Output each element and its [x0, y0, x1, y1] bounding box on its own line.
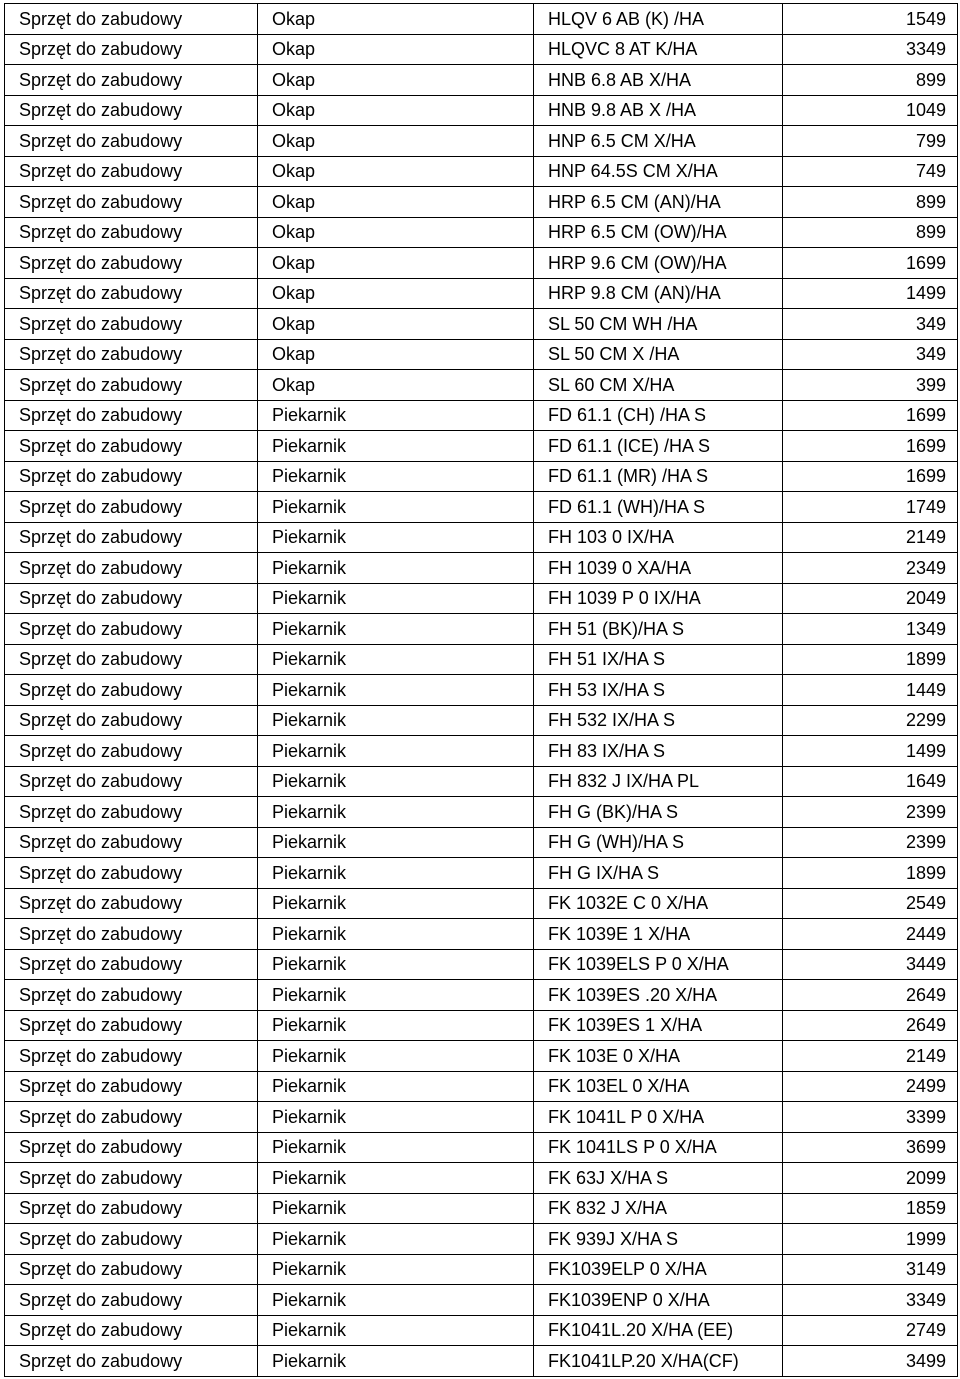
category-cell: Sprzęt do zabudowy	[5, 248, 258, 279]
category-cell: Sprzęt do zabudowy	[5, 1346, 258, 1377]
price-cell: 1049	[783, 95, 958, 126]
category-cell: Sprzęt do zabudowy	[5, 949, 258, 980]
table-row	[5, 492, 958, 523]
type-cell: Piekarnik	[258, 1193, 534, 1224]
price-cell: 899	[783, 187, 958, 218]
price-cell: 1549	[783, 4, 958, 35]
table-row	[5, 431, 958, 462]
price-cell: 1449	[783, 675, 958, 706]
category-cell: Sprzęt do zabudowy	[5, 217, 258, 248]
table-row	[5, 126, 958, 157]
category-cell: Sprzęt do zabudowy	[5, 858, 258, 889]
type-cell: Okap	[258, 126, 534, 157]
model-cell: FH 51 IX/HA S	[534, 644, 783, 675]
model-cell: HRP 6.5 CM (AN)/HA	[534, 187, 783, 218]
table-row	[5, 1010, 958, 1041]
price-cell: 2399	[783, 827, 958, 858]
table-row	[5, 949, 958, 980]
model-cell: FK 1039ES .20 X/HA	[534, 980, 783, 1011]
type-cell: Piekarnik	[258, 583, 534, 614]
category-cell: Sprzęt do zabudowy	[5, 461, 258, 492]
category-cell: Sprzęt do zabudowy	[5, 980, 258, 1011]
model-cell: FK 1039ELS P 0 X/HA	[534, 949, 783, 980]
model-cell: FK 1041L P 0 X/HA	[534, 1102, 783, 1133]
price-cell: 3699	[783, 1132, 958, 1163]
model-cell: FK1039ENP 0 X/HA	[534, 1285, 783, 1316]
table-row	[5, 675, 958, 706]
table-row	[5, 187, 958, 218]
type-cell: Piekarnik	[258, 553, 534, 584]
model-cell: FH 83 IX/HA S	[534, 736, 783, 767]
price-cell: 3349	[783, 1285, 958, 1316]
model-cell: FK 1039ES 1 X/HA	[534, 1010, 783, 1041]
price-cell: 3399	[783, 1102, 958, 1133]
type-cell: Piekarnik	[258, 1224, 534, 1255]
type-cell: Piekarnik	[258, 1071, 534, 1102]
table-row	[5, 522, 958, 553]
type-cell: Piekarnik	[258, 461, 534, 492]
price-cell: 2649	[783, 980, 958, 1011]
table-row	[5, 1132, 958, 1163]
type-cell: Piekarnik	[258, 919, 534, 950]
price-cell: 1699	[783, 248, 958, 279]
table-row	[5, 1041, 958, 1072]
category-cell: Sprzęt do zabudowy	[5, 370, 258, 401]
price-cell: 2049	[783, 583, 958, 614]
type-cell: Piekarnik	[258, 705, 534, 736]
price-cell: 1649	[783, 766, 958, 797]
type-cell: Piekarnik	[258, 1010, 534, 1041]
table-row	[5, 370, 958, 401]
table-row	[5, 4, 958, 35]
price-cell: 2399	[783, 797, 958, 828]
price-cell: 1699	[783, 400, 958, 431]
category-cell: Sprzęt do zabudowy	[5, 736, 258, 767]
category-cell: Sprzęt do zabudowy	[5, 1224, 258, 1255]
price-cell: 1749	[783, 492, 958, 523]
price-cell: 1699	[783, 461, 958, 492]
model-cell: FK 103E 0 X/HA	[534, 1041, 783, 1072]
table-row	[5, 858, 958, 889]
price-cell: 2499	[783, 1071, 958, 1102]
type-cell: Piekarnik	[258, 614, 534, 645]
category-cell: Sprzęt do zabudowy	[5, 583, 258, 614]
type-cell: Piekarnik	[258, 644, 534, 675]
model-cell: FH 832 J IX/HA PL	[534, 766, 783, 797]
model-cell: FK1041LP.20 X/HA(CF)	[534, 1346, 783, 1377]
table-row	[5, 95, 958, 126]
type-cell: Okap	[258, 95, 534, 126]
model-cell: HRP 9.6 CM (OW)/HA	[534, 248, 783, 279]
category-cell: Sprzęt do zabudowy	[5, 4, 258, 35]
table-row	[5, 797, 958, 828]
price-cell: 1899	[783, 644, 958, 675]
type-cell: Okap	[258, 339, 534, 370]
table-row	[5, 339, 958, 370]
category-cell: Sprzęt do zabudowy	[5, 522, 258, 553]
price-cell: 1499	[783, 278, 958, 309]
type-cell: Okap	[258, 156, 534, 187]
category-cell: Sprzęt do zabudowy	[5, 400, 258, 431]
type-cell: Piekarnik	[258, 980, 534, 1011]
category-cell: Sprzęt do zabudowy	[5, 1010, 258, 1041]
type-cell: Okap	[258, 248, 534, 279]
model-cell: FK 63J X/HA S	[534, 1163, 783, 1194]
category-cell: Sprzęt do zabudowy	[5, 34, 258, 65]
price-cell: 2649	[783, 1010, 958, 1041]
price-cell: 2449	[783, 919, 958, 950]
type-cell: Okap	[258, 187, 534, 218]
type-cell: Piekarnik	[258, 858, 534, 889]
table-row	[5, 553, 958, 584]
price-cell: 2349	[783, 553, 958, 584]
price-list-table	[4, 3, 958, 1377]
table-row	[5, 980, 958, 1011]
type-cell: Piekarnik	[258, 888, 534, 919]
category-cell: Sprzęt do zabudowy	[5, 705, 258, 736]
category-cell: Sprzęt do zabudowy	[5, 919, 258, 950]
table-row	[5, 705, 958, 736]
type-cell: Piekarnik	[258, 1315, 534, 1346]
table-row	[5, 400, 958, 431]
model-cell: HNP 64.5S CM X/HA	[534, 156, 783, 187]
table-row	[5, 34, 958, 65]
model-cell: FD 61.1 (MR) /HA S	[534, 461, 783, 492]
table-row	[5, 1102, 958, 1133]
table-row	[5, 736, 958, 767]
price-cell: 799	[783, 126, 958, 157]
type-cell: Okap	[258, 34, 534, 65]
table-row	[5, 1224, 958, 1255]
category-cell: Sprzęt do zabudowy	[5, 1315, 258, 1346]
table-row	[5, 309, 958, 340]
model-cell: SL 50 CM WH /HA	[534, 309, 783, 340]
price-cell: 3349	[783, 34, 958, 65]
model-cell: FK1041L.20 X/HA (EE)	[534, 1315, 783, 1346]
type-cell: Piekarnik	[258, 675, 534, 706]
table-row	[5, 1285, 958, 1316]
table-row	[5, 461, 958, 492]
price-cell: 2149	[783, 1041, 958, 1072]
table-row	[5, 644, 958, 675]
price-cell: 1899	[783, 858, 958, 889]
type-cell: Piekarnik	[258, 1132, 534, 1163]
category-cell: Sprzęt do zabudowy	[5, 766, 258, 797]
type-cell: Okap	[258, 65, 534, 96]
model-cell: FH 1039 0 XA/HA	[534, 553, 783, 584]
category-cell: Sprzęt do zabudowy	[5, 1163, 258, 1194]
table-row	[5, 156, 958, 187]
price-cell: 2549	[783, 888, 958, 919]
table-row	[5, 217, 958, 248]
type-cell: Piekarnik	[258, 1285, 534, 1316]
model-cell: FH 103 0 IX/HA	[534, 522, 783, 553]
price-cell: 349	[783, 339, 958, 370]
category-cell: Sprzęt do zabudowy	[5, 1193, 258, 1224]
category-cell: Sprzęt do zabudowy	[5, 126, 258, 157]
type-cell: Piekarnik	[258, 400, 534, 431]
price-cell: 2299	[783, 705, 958, 736]
table-row	[5, 1071, 958, 1102]
price-cell: 2749	[783, 1315, 958, 1346]
model-cell: HNB 9.8 AB X /HA	[534, 95, 783, 126]
category-cell: Sprzęt do zabudowy	[5, 492, 258, 523]
model-cell: HLQV 6 AB (K) /HA	[534, 4, 783, 35]
category-cell: Sprzęt do zabudowy	[5, 431, 258, 462]
type-cell: Okap	[258, 217, 534, 248]
table-row	[5, 278, 958, 309]
category-cell: Sprzęt do zabudowy	[5, 278, 258, 309]
category-cell: Sprzęt do zabudowy	[5, 156, 258, 187]
table-row	[5, 888, 958, 919]
type-cell: Piekarnik	[258, 949, 534, 980]
category-cell: Sprzęt do zabudowy	[5, 95, 258, 126]
model-cell: FH 53 IX/HA S	[534, 675, 783, 706]
price-cell: 1499	[783, 736, 958, 767]
category-cell: Sprzęt do zabudowy	[5, 65, 258, 96]
type-cell: Okap	[258, 278, 534, 309]
category-cell: Sprzęt do zabudowy	[5, 1132, 258, 1163]
table-row	[5, 827, 958, 858]
type-cell: Okap	[258, 309, 534, 340]
table-row	[5, 1346, 958, 1377]
price-cell: 2099	[783, 1163, 958, 1194]
price-cell: 3149	[783, 1254, 958, 1285]
model-cell: HLQVC 8 AT K/HA	[534, 34, 783, 65]
type-cell: Piekarnik	[258, 766, 534, 797]
table-row	[5, 248, 958, 279]
category-cell: Sprzęt do zabudowy	[5, 309, 258, 340]
type-cell: Piekarnik	[258, 1102, 534, 1133]
category-cell: Sprzęt do zabudowy	[5, 675, 258, 706]
model-cell: FD 61.1 (CH) /HA S	[534, 400, 783, 431]
category-cell: Sprzęt do zabudowy	[5, 187, 258, 218]
type-cell: Piekarnik	[258, 827, 534, 858]
price-cell: 899	[783, 217, 958, 248]
model-cell: HRP 9.8 CM (AN)/HA	[534, 278, 783, 309]
category-cell: Sprzęt do zabudowy	[5, 1071, 258, 1102]
model-cell: FD 61.1 (ICE) /HA S	[534, 431, 783, 462]
model-cell: HRP 6.5 CM (OW)/HA	[534, 217, 783, 248]
price-cell: 3449	[783, 949, 958, 980]
model-cell: FD 61.1 (WH)/HA S	[534, 492, 783, 523]
table-row	[5, 1315, 958, 1346]
model-cell: FH G IX/HA S	[534, 858, 783, 889]
price-cell: 899	[783, 65, 958, 96]
table-row	[5, 1254, 958, 1285]
price-cell: 1999	[783, 1224, 958, 1255]
type-cell: Okap	[258, 370, 534, 401]
model-cell: FK 103EL 0 X/HA	[534, 1071, 783, 1102]
table-row	[5, 583, 958, 614]
model-cell: FH G (BK)/HA S	[534, 797, 783, 828]
table-row	[5, 766, 958, 797]
table-row	[5, 65, 958, 96]
category-cell: Sprzęt do zabudowy	[5, 644, 258, 675]
category-cell: Sprzęt do zabudowy	[5, 1285, 258, 1316]
model-cell: FK 1039E 1 X/HA	[534, 919, 783, 950]
category-cell: Sprzęt do zabudowy	[5, 1254, 258, 1285]
type-cell: Piekarnik	[258, 431, 534, 462]
type-cell: Piekarnik	[258, 736, 534, 767]
model-cell: FK1039ELP 0 X/HA	[534, 1254, 783, 1285]
model-cell: SL 60 CM X/HA	[534, 370, 783, 401]
model-cell: FK 1041LS P 0 X/HA	[534, 1132, 783, 1163]
price-cell: 3499	[783, 1346, 958, 1377]
category-cell: Sprzęt do zabudowy	[5, 339, 258, 370]
price-cell: 2149	[783, 522, 958, 553]
type-cell: Piekarnik	[258, 1254, 534, 1285]
category-cell: Sprzęt do zabudowy	[5, 888, 258, 919]
model-cell: FH 1039 P 0 IX/HA	[534, 583, 783, 614]
price-cell: 1349	[783, 614, 958, 645]
type-cell: Piekarnik	[258, 492, 534, 523]
model-cell: FH 51 (BK)/HA S	[534, 614, 783, 645]
model-cell: FK 939J X/HA S	[534, 1224, 783, 1255]
category-cell: Sprzęt do zabudowy	[5, 1041, 258, 1072]
type-cell: Piekarnik	[258, 1346, 534, 1377]
model-cell: FK 832 J X/HA	[534, 1193, 783, 1224]
model-cell: SL 50 CM X /HA	[534, 339, 783, 370]
category-cell: Sprzęt do zabudowy	[5, 553, 258, 584]
model-cell: HNP 6.5 CM X/HA	[534, 126, 783, 157]
price-cell: 1859	[783, 1193, 958, 1224]
price-cell: 749	[783, 156, 958, 187]
table-row	[5, 1193, 958, 1224]
category-cell: Sprzęt do zabudowy	[5, 827, 258, 858]
price-cell: 399	[783, 370, 958, 401]
price-cell: 349	[783, 309, 958, 340]
category-cell: Sprzęt do zabudowy	[5, 614, 258, 645]
model-cell: FH G (WH)/HA S	[534, 827, 783, 858]
type-cell: Okap	[258, 4, 534, 35]
type-cell: Piekarnik	[258, 1163, 534, 1194]
price-cell: 1699	[783, 431, 958, 462]
table-row	[5, 1163, 958, 1194]
type-cell: Piekarnik	[258, 522, 534, 553]
model-cell: FH 532 IX/HA S	[534, 705, 783, 736]
table-row	[5, 919, 958, 950]
table-row	[5, 614, 958, 645]
category-cell: Sprzęt do zabudowy	[5, 797, 258, 828]
type-cell: Piekarnik	[258, 1041, 534, 1072]
price-list-body	[5, 4, 958, 1377]
category-cell: Sprzęt do zabudowy	[5, 1102, 258, 1133]
model-cell: FK 1032E C 0 X/HA	[534, 888, 783, 919]
type-cell: Piekarnik	[258, 797, 534, 828]
model-cell: HNB 6.8 AB X/HA	[534, 65, 783, 96]
